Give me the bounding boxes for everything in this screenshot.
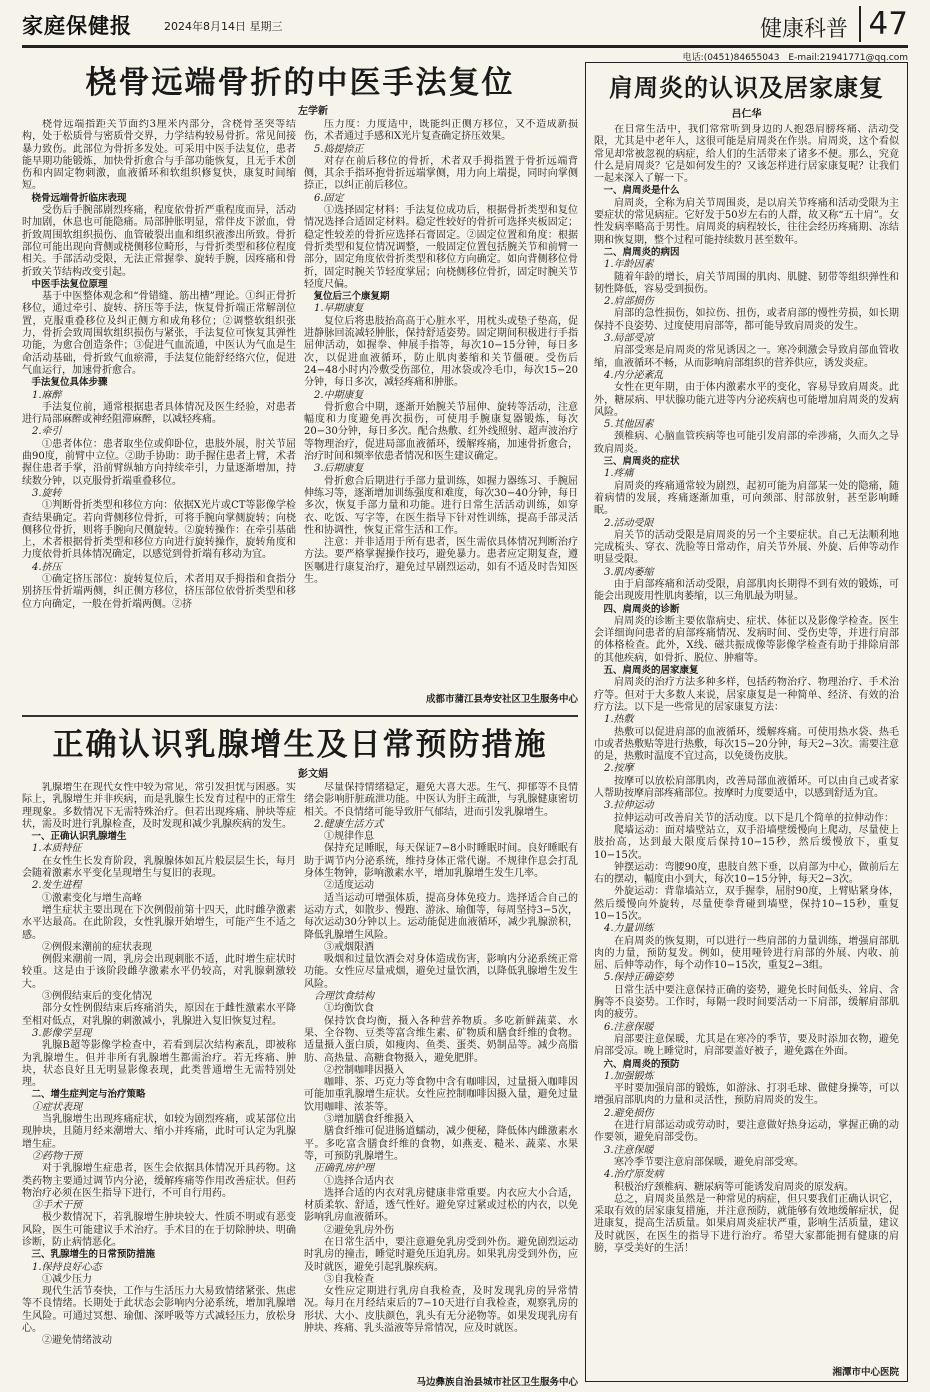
paragraph: ②避免乳房外伤 xyxy=(324,1224,394,1236)
subsection-heading: 4.挤压 xyxy=(32,561,62,573)
subsection-heading: 2.中期康复 xyxy=(314,389,364,401)
article-column xyxy=(22,782,296,1372)
paragraph: 吸烟和过量饮酒会对身体造成伤害，影响内分泌系统正常功能。女性应尽量戒烟，避免过量饮酒，以降低乳腺增生发生风险。 xyxy=(304,954,578,990)
section-heading: 六、肩周炎的预防 xyxy=(603,1058,680,1070)
paragraph: 注意：并非适用于所有患者，医生需依具体情况判断治疗方法。要严格掌握操作技巧，避免暴力。患者应定期复查，遵医嘱进行康复治疗，避免过早剧烈运动，如有不适及时告知医生。 xyxy=(304,537,578,585)
paragraph: 适当运动可增强体质，提高身体免疫力。选择适合自己的运动方式，如散步、慢跑、游泳、瑜伽等，每周坚持3−5次，每次运动30分钟以上。运动能促进血液循环，减少乳腺淤积，降低乳腺增生风险。 xyxy=(304,892,578,941)
article-author: 吕仁华 xyxy=(731,109,762,120)
subsection-heading: 2.牵引 xyxy=(32,426,62,438)
paragraph: 女性应定期进行乳房自我检查，及时发现乳房的异常情况。每月在月经结束后的7−10天进行自我检查，观察乳房的形状、大小、皮肤颜色，乳头有无分泌物等。如果发现乳房有肿块、疼痛、乳头溢液等异常情况，应及时就医。 xyxy=(304,1286,578,1335)
subsection-heading: 3.后期康复 xyxy=(314,463,364,475)
paragraph: 肩周炎，全称为肩关节周围炎，是以肩关节疼痛和活动受限为主要症状的常见病症。它好发于50岁左右的人群，故又称“五十肩”。女性发病率略高于男性。肩周炎的病程较长，往往会经历疼痛期、冻结期和恢复期，整个过程可能持续数月甚至数年。 xyxy=(594,197,899,246)
subsection-heading: 3.肌肉萎缩 xyxy=(604,566,654,578)
section-heading: 复位后三个康复期 xyxy=(313,291,390,303)
paragraph: 由于肩部疼痛和活动受限，肩部肌肉长期得不到有效的锻炼，可能会出现废用性肌肉萎缩，以三角肌最为明显。 xyxy=(594,578,899,603)
paragraph: 骨折愈合后期进行手部力量训练，如握力器练习、手腕屈伸练习等，逐渐增加训练强度和难度，每次30−40分钟，每日多次，恢复手部力量和功能。进行日常生活活动训练，如穿衣、吃饭、写字等，在医生指导下针对性训练，提高手部灵活性和协调性，恢复正常生活和工作。 xyxy=(304,475,578,536)
paragraph: 在进行肩部运动或劳动时，要注意做好热身运动，掌握正确的动作要领，避免肩部受伤。 xyxy=(594,1120,899,1144)
paragraph: 现代生活节奏快，工作与生活压力大易致情绪紧张、焦虑等不良情绪。长期处于此状态会影响内分泌系统，增加乳腺增生风险。可通过冥想、瑜伽、深呼吸等方式减轻压力，放松身心。 xyxy=(22,1286,296,1335)
contact-info: 电话:(0451)84655043 E-mail:21941771@qq.com xyxy=(682,53,908,63)
paragraph: ①规律作息 xyxy=(324,831,374,843)
article-breast-hyperplasia xyxy=(22,723,578,1388)
issue-date: 2024年8月14日 星期三 xyxy=(164,20,283,33)
paragraph: 女性在更年期，由于体内激素水平的变化，容易导致肩周炎。此外，糖尿病、甲状腺功能亢进等内分泌疾病也可能增加肩周炎的发病风险。 xyxy=(594,382,899,418)
paragraph: 桡骨远端指距关节面约3厘米内部分，含桡骨茎突等结构，处于松质骨与密质骨交界，力学结构较易骨折。常见间接暴力致伤。此部位为骨折多发处。可采用中医手法复位，患者能早期功能锻炼，加快骨折愈合与手部功能恢复，且无手术创伤和内固定物刺激，血液循环和软组织修复快，康复时间缩短。 xyxy=(22,119,296,192)
paragraph: ①患者体位：患者取坐位或仰卧位，患肢外展，肘关节屈曲90度，前臂中立位。②助手协助：助手握住患者上臂，术者握住患者手掌，沿前臂纵轴方向持续牵引，力量逐渐增加，持续数分钟，以克服骨折端重叠移位。 xyxy=(22,438,296,487)
subsection-heading: 1.疼痛 xyxy=(604,468,634,480)
article-title: 肩周炎的认识及居家康复 xyxy=(609,73,884,102)
subsection-heading: 2.避免损伤 xyxy=(604,1107,654,1119)
paragraph: ①确定挤压部位：旋转复位后，术者用双手拇指和食指分别挤压骨折端两侧，纠正侧方移位，挤压部位依骨折类型和移位方向确定，一般在骨折端两侧。②挤 xyxy=(22,573,296,610)
subsection-heading: 6.固定 xyxy=(314,192,344,204)
paragraph: ③戒烟限酒 xyxy=(324,941,374,953)
article-column xyxy=(594,124,899,1362)
section-heading: 手法复位具体步骤 xyxy=(31,377,108,389)
section-heading: 四、肩周炎的诊断 xyxy=(603,603,680,615)
subsection-heading: 1.本质特征 xyxy=(32,843,82,855)
subsection-heading: 4.力量训练 xyxy=(604,923,654,935)
paragraph: ②适度运动 xyxy=(324,880,374,892)
subsection-heading: 1.热敷 xyxy=(604,714,634,726)
paragraph: ①选择固定材料：手法复位成功后，根据骨折类型和复位情况选择合适固定材料。稳定性较好的骨折可选择夹板固定；稳定性较差的骨折应选择石膏固定。②固定位置和角度：根据骨折类型和复位情况调整，一般固定位置包括腕关节和前臂一部分，固定角度依骨折类型和移位方向确定。如向背侧移位骨折，固定时腕关节轻度掌屈；向桡侧移位骨折，固定时腕关节轻度尺偏。 xyxy=(304,205,578,290)
paragraph: ①判断骨折类型和移位方向：依据X光片或CT等影像学检查结果确定。若向背侧移位骨折，可将手腕向掌侧旋转；向桡侧移位骨折，则将手腕向尺侧旋转。②旋转操作：在牵引基础上，术者根据骨折类型和移位方向进行旋转操作，旋转角度和力度依骨折具体情况确定，以感觉到骨折端有移动为宜。 xyxy=(22,500,296,561)
paragraph: ③自我检查 xyxy=(324,1273,374,1285)
paragraph: 日常生活中要注意保持正确的姿势，避免长时间低头、耸肩、含胸等不良姿势。工作时，每隔一段时间要活动一下肩部，缓解肩部肌肉的疲劳。 xyxy=(594,984,899,1021)
paragraph: 肩周炎的治疗方法多种多样，包括药物治疗、物理治疗、手术治疗等。但对于大多数人来说，居家康复是一种简单、经济、有效的治疗方法。以下是一些常见的居家康复方法： xyxy=(594,677,899,713)
paragraph: 部分女性例假结束后疼痛消失，原因在于雌性激素水平降至相对低点，对乳腺的刺激减小，乳腺进入复旧恢复过程。 xyxy=(22,1003,296,1027)
paragraph: 肩周炎的诊断主要依靠病史、症状、体征以及影像学检查。医生会详细询问患者的肩部疼痛情况、发病时间、受伤史等，并进行肩部的体格检查。此外，X线、磁共振成像等影像学检查有助于排除肩部的其他疾病，如骨折、脱位、肿瘤等。 xyxy=(594,615,899,664)
subsection-heading: 1.年龄因素 xyxy=(604,259,654,271)
article-column xyxy=(304,782,578,1372)
section-heading: 三、肩周炎的症状 xyxy=(603,456,680,468)
article-column xyxy=(304,119,578,689)
paragraph: ①均衡饮食 xyxy=(324,1003,374,1015)
section-heading: 五、肩周炎的居家康复 xyxy=(603,665,699,677)
subsection-heading: ①症状表现 xyxy=(32,1101,82,1113)
subsection-heading: 5.捣提捺正 xyxy=(314,143,364,155)
subsection-heading: 5.保持正确姿势 xyxy=(604,972,674,984)
paragraph: 肩关节的活动受限是肩周炎的另一个主要症状。自己无法顺利地完成梳头、穿衣、洗脸等日常动作，肩关节外展、外旋、后伸等动作明显受限。 xyxy=(594,529,899,566)
paragraph: ②例假来潮前的症状表现 xyxy=(42,941,152,953)
section-heading: 二、肩周炎的病因 xyxy=(603,246,680,258)
article-signoff: 湘潭市中心医院 xyxy=(832,1367,899,1378)
paragraph: 增生症状主要出现在下次例假前第十四天，此时雌孕激素水平达最高。在此阶段，女性乳腺开始增生，可能产生不适之感。 xyxy=(22,904,296,941)
subsection-heading: 3.拉伸运动 xyxy=(604,800,654,812)
subsection-heading: ③手术干预 xyxy=(32,1200,82,1212)
subsection-heading: 2.发生进程 xyxy=(32,880,82,892)
paragraph: 肩部要注意保暖，尤其是在寒冷的季节，要及时添加衣物，避免肩部受凉。晚上睡觉时，肩部要盖好被子，避免露在外面。 xyxy=(594,1033,899,1058)
paragraph: 总之，肩周炎虽然是一种常见的病症，但只要我们正确认识它，采取有效的居家康复措施，并注意预防，就能够有效地缓解症状，促进康复，提高生活质量。如果肩周炎症状严重，影响生活质量，建议及时就医，在医生的指导下进行治疗。希望大家都能拥有健康的肩膀，享受美好的生活！ xyxy=(594,1193,899,1255)
paragraph: 肩周炎的疼痛通常较为剧烈，起初可能为肩部某一处的隐痛，随着病情的发展，疼痛逐渐加重，可向颈部、肘部放射，甚至影响睡眠。 xyxy=(594,480,899,517)
paragraph: 复位后将患肢抬高高于心脏水平，用枕头或垫子垫高，促进静脉回流减轻肿胀，保持舒适姿势。固定期间积极进行手指屈伸活动，如握拳、伸展手指等，每次10−15分钟，每日多次，以促进血液循环，防止肌肉萎缩和关节僵硬。受伤后24−48小时内冷敷受伤部位，用冰袋或冷毛巾，每次15−20分钟，每日多次，减轻疼痛和肿胀。 xyxy=(304,315,578,389)
paragraph: 对于乳腺增生症患者，医生会依据具体情况开具药物。这类药物主要通过调节内分泌，缓解疼痛等作用改善症状。但药物治疗必须在医生指导下进行，不可自行用药。 xyxy=(22,1163,296,1199)
paragraph: 按摩可以放松肩部肌肉，改善局部血液循环。可以由自己或者家人帮助按摩肩部疼痛部位。按摩时力度要适中，以感到舒适为宜。 xyxy=(594,775,899,800)
paragraph: 在日常生活中，我们常常听到身边的人抱怨肩膀疼痛、活动受限，尤其是中老年人，这很可能是肩周炎在作祟。肩周炎，这个看似常见却常被忽视的病症，给人们的生活带来了诸多不便。那么，究竟什么是肩周炎？它是如何发生的？又该怎样进行居家康复呢？让我们一起来深入了解一下。 xyxy=(594,124,899,185)
paragraph: 手法复位前，通常根据患者具体情况及医生经验，对患者进行局部麻醉或神经阻滞麻醉，以减轻疼痛。 xyxy=(22,401,296,426)
paragraph: 在肩周炎的恢复期，可以进行一些肩部的力量训练，增强肩部肌肉的力量，预防复发。例如，使用哑铃进行肩部的外展、内收、前屈、后伸等动作，每个动作10−15次，重复2−3组。 xyxy=(594,935,899,972)
paragraph: 例假来潮前一周，乳房会出现刺胀不适，此时增生症状时较重。这是由于该阶段雌孕激素水平仍较高，对乳腺刺激较大。 xyxy=(22,954,296,990)
subsection-heading: 2.按摩 xyxy=(604,763,634,775)
section-heading: 一、正确认识乳腺增生 xyxy=(31,831,127,843)
paragraph: ①选择合适内衣 xyxy=(324,1175,394,1187)
paragraph: 平时要加强肩部的锻炼，如游泳、打羽毛球、做健身操等，可以增强肩部肌肉的力量和灵活性，预防肩周炎的发生。 xyxy=(594,1083,899,1107)
paragraph: ①激素变化与增生高峰 xyxy=(42,892,142,904)
paragraph: 对存在前后移位的骨折，术者双手拇指置于骨折远端背侧，其余手指环抱骨折远端掌侧，用力向上端提，同时向掌侧捺正，以纠正前后移位。 xyxy=(304,155,578,192)
paragraph: ②避免情绪波动 xyxy=(42,1335,112,1347)
masthead: 家庭保健报 xyxy=(22,14,132,38)
subsection-heading: 1.麻醉 xyxy=(32,389,62,401)
paragraph: 热敷可以促进肩部的血液循环，缓解疼痛。可使用热水袋、热毛巾或者热敷贴等进行热敷，每次15−20分钟，每天2−3次。需要注意的是，热敷时温度不宜过高，以免烫伤皮肤。 xyxy=(594,726,899,763)
paragraph: 选择合适的内衣对乳房健康非常重要。内衣应大小合适，材质柔软、舒适，透气性好。避免穿过紧或过松的内衣，以免影响乳房血液循环。 xyxy=(304,1187,578,1224)
paragraph: 寒冷季节要注意肩部保暖，避免肩部受寒。 xyxy=(614,1156,804,1168)
paragraph: 在日常生活中，要注意避免乳房受到外伤。避免剧烈运动时乳房的撞击，睡觉时避免压迫乳房。如果乳房受到外伤，应及时就医，避免引起乳腺疾病。 xyxy=(304,1236,578,1273)
paragraph: ①减少压力 xyxy=(42,1273,92,1285)
article-radius-fracture xyxy=(22,62,578,705)
paragraph: 基于中医整体观念和“骨错缝、筋出槽”理论。①纠正骨折移位，通过牵引、旋转、挤压等手法，恢复骨折端正常解剖位置，克服重叠移位及纠正侧方和成角移位；②调整软组织张力，骨折会致周围软组织损伤与紧张，手法复位可恢复其弹性功能，为愈合创造条件；③促进气血流通，中医认为气血是生命活动基础，骨折致气血瘀滞，手法复位能舒经络穴位，促进气血运行，加速骨折愈合。 xyxy=(22,291,296,376)
article-author: 彭文娟 xyxy=(298,769,328,780)
article-author: 左学新 xyxy=(298,106,328,117)
paragraph: ③增加膳食纤维摄入 xyxy=(324,1114,414,1126)
subsection-heading: 3.局部受凉 xyxy=(604,333,654,345)
paragraph: 受伤后手腕部剧烈疼痛，程度依骨折严重程度而异，活动时加剧，休息也可能隐痛。局部肿胀明显，常伴皮下淤血，骨折致周围软组织损伤、血管破裂出血和组织液渗出所致。骨折部位可能出现向背侧或桡侧移位畸形，与骨折类型和移位程度相关。手部活动受限，无法正常握拳、旋转手腕，因疼痛和骨折致关节结构改变引起。 xyxy=(22,205,296,278)
article-column xyxy=(22,119,296,689)
paragraph: 外旋运动：背靠墙站立，双手握拳，屈肘90度，上臂贴紧身体，然后缓慢向外旋转，尽量使拳背碰到墙壁，保持10−15秒，重复10−15次。 xyxy=(594,886,899,922)
paragraph: 尽量保持情绪稳定，避免大喜大悲。生气、抑郁等不良情绪会影响肝脏疏泄功能。中医认为肝主疏泄，与乳腺健康密切相关。不良情绪可能导致肝气郁结，进而引发乳腺增生。 xyxy=(304,782,578,818)
subsection-heading: 3.旋转 xyxy=(32,487,62,499)
subsection-heading: 合理饮食结构 xyxy=(314,991,374,1003)
paragraph: 积极治疗颈椎病、糖尿病等可能诱发肩周炎的原发病。 xyxy=(614,1181,854,1193)
subsection-heading: 2.活动受限 xyxy=(604,517,654,529)
subsection-heading: 2.肩部损伤 xyxy=(604,296,654,308)
paragraph: 肩部受寒是肩周炎的常见诱因之一。寒冷刺激会导致肩部血管收缩，血液循环不畅，从而影响肩部组织的营养供应，诱发炎症。 xyxy=(594,345,899,369)
paragraph: 肩部的急性损伤，如拉伤、扭伤，或者肩部的慢性劳损，如长期保持不良姿势、过度使用肩部等，都可能导致肩周炎的发生。 xyxy=(594,308,899,332)
subsection-heading: 3.注意保暖 xyxy=(604,1144,654,1156)
page-header xyxy=(22,8,908,48)
subsection-heading: 6.注意保暖 xyxy=(604,1021,654,1033)
subsection-heading: 1.保持良好心态 xyxy=(32,1261,102,1273)
section-heading: 二、增生症判定与治疗策略 xyxy=(31,1089,146,1101)
subsection-heading: 正确乳房护理 xyxy=(314,1163,374,1175)
page-number: 47 xyxy=(859,6,908,42)
paragraph: 极少数情况下，若乳腺增生肿块较大、性质不明或有恶变风险，医生可能建议手术治疗。手术目的在于切除肿块、明确诊断，防止病情恶化。 xyxy=(22,1212,296,1248)
subsection-heading: 2.健康生活方式 xyxy=(314,818,384,830)
subsection-heading: 3.影像学呈现 xyxy=(32,1027,92,1039)
section-heading: 一、肩周炎是什么 xyxy=(603,185,680,197)
article-divider xyxy=(22,705,578,717)
article-signoff: 成都市蒲江县寿安社区卫生服务中心 xyxy=(425,694,578,705)
left-articles xyxy=(22,62,578,1388)
paragraph: 当乳腺增生出现疼痛症状，如较为剧烈疼痛，或某部位出现肿块，且随月经来潮增大、缩小并疼痛，此时可认定为乳腺增生症。 xyxy=(22,1114,296,1150)
paragraph: 乳腺B超等影像学检查中，若看到层次结构紊乱，即被称为乳腺增生。但并非所有乳腺增生都需治疗。若无疼痛、肿块，状态良好且无明显影像表现，此类普通增生无需特别处理。 xyxy=(22,1040,296,1089)
article-title: 正确认识乳腺增生及日常预防措施 xyxy=(52,727,548,763)
section-title: 健康科普 xyxy=(759,17,848,42)
paragraph: 在女性生长发育阶段，乳腺腺体如瓦片般层层生长，每月会随着激素水平变化呈现增生与复旧的表现。 xyxy=(22,855,296,880)
paragraph: ②控制咖啡因摄入 xyxy=(324,1064,404,1076)
section-heading: 三、乳腺增生的日常预防措施 xyxy=(31,1249,156,1261)
article-signoff: 马边彝族自治县城市社区卫生服务中心 xyxy=(416,1377,578,1388)
paragraph: 爬墙运动：面对墙壁站立，双手沿墙壁缓慢向上爬动，尽量使上肢抬高，达到最大限度后保持10−15秒，然后缓慢放下，重复10−15次。 xyxy=(594,824,899,861)
subsection-heading: 5.其他因素 xyxy=(604,419,654,431)
paragraph: ③例假结束后的变化情况 xyxy=(42,991,152,1003)
paragraph: 保持饮食均衡，摄入各种营养物质。多吃新鲜蔬菜、水果、全谷物、豆类等富含维生素、矿物质和膳食纤维的食物。适量摄入蛋白质，如瘦肉、鱼类、蛋类、奶制品等。减少高脂肪、高热量、高糖食物摄入，避免肥胖。 xyxy=(304,1015,578,1064)
paragraph: 钟摆运动：弯腰90度，患肢自然下垂，以肩部为中心，做前后左右的摆动，幅度由小到大，每次10−15分钟，每天2−3次。 xyxy=(594,861,899,886)
paragraph: 压力度：力度适中，既能纠正侧方移位，又不造成新损伤，术者通过手感和X光片复查确定挤压效果。 xyxy=(304,119,578,143)
subsection-heading: 4.治疗原发病 xyxy=(604,1169,664,1181)
subsection-heading: 1.加强锻炼 xyxy=(604,1070,654,1082)
paragraph: 随着年龄的增长，肩关节周围的肌肉、肌腱、韧带等组织弹性和韧性降低，容易受到损伤。 xyxy=(594,271,899,295)
subsection-heading: ②药物干预 xyxy=(32,1150,82,1162)
article-title: 桡骨远端骨折的中医手法复位 xyxy=(85,65,515,101)
subsection-heading: 1.早期康复 xyxy=(314,303,364,315)
paragraph: 骨折愈合中期，逐渐开始腕关节屈伸、旋转等活动，注意幅度和力度避免再次损伤，可使用手腕康复器锻炼，每次20−30分钟，每日多次。配合热敷、红外线照射、超声波治疗等物理治疗，促进局部血液循环，缓解疼痛，加速骨折愈合，治疗时间和频率依患者情况和医生建议确定。 xyxy=(304,401,578,463)
paragraph: 膳食纤维可促进肠道蠕动，减少便秘，降低体内雌激素水平。多吃富含膳食纤维的食物，如燕麦、糙米、蔬菜、水果等，可预防乳腺增生。 xyxy=(304,1126,578,1162)
paragraph: 颈椎病、心脑血管疾病等也可能引发肩部的牵涉痛，久而久之导致肩周炎。 xyxy=(594,431,899,455)
paragraph: 乳腺增生在现代女性中较为常见，常引发担忧与困惑。实际上，乳腺增生并非疾病，而是乳腺生长发育过程中的正常生理现象。多数情况下无需特殊治疗。但若出现疼痛、肿块等症状，需及时进行乳腺检查，及时发现和减少乳腺疾病的发生。 xyxy=(22,782,296,830)
paragraph: 保持充足睡眠，每天保证7−8小时睡眠时间。良好睡眠有助于调节内分泌系统，维持身体正常代谢。不规律作息会打乱身体生物钟，影响激素水平，增加乳腺增生发生几率。 xyxy=(304,843,578,880)
subsection-heading: 4.内分泌紊乱 xyxy=(604,369,664,381)
section-heading: 桡骨远端骨折临床表现 xyxy=(31,192,127,204)
paragraph: 拉伸运动可改善肩关节的活动度。以下是几个简单的拉伸动作： xyxy=(614,812,894,824)
article-frozen-shoulder xyxy=(585,62,908,1382)
paragraph: 咖啡、茶、巧克力等食物中含有咖啡因，过量摄入咖啡因可能加重乳腺增生症状。女性应控制咖啡因摄入量，避免过量饮用咖啡、浓茶等。 xyxy=(304,1077,578,1113)
section-heading: 中医手法复位原理 xyxy=(31,278,108,290)
